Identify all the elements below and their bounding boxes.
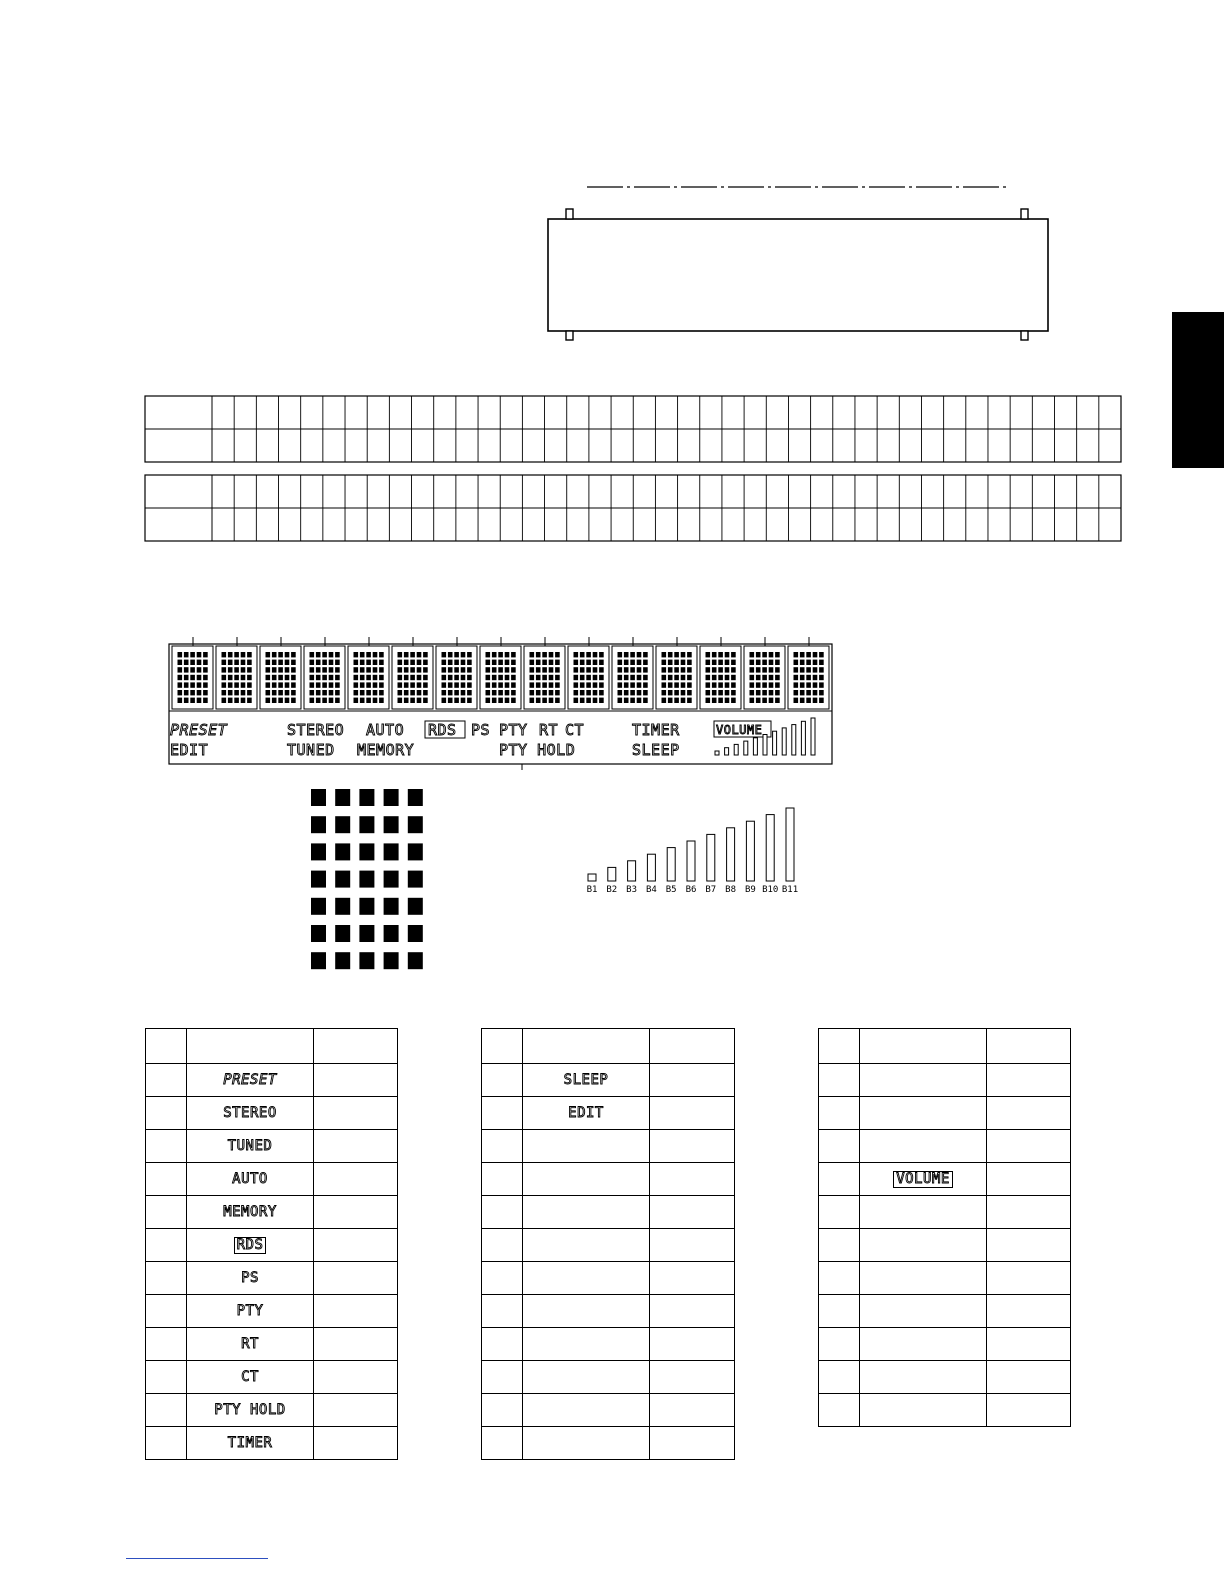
table-cell-index (482, 1130, 523, 1163)
table-row (482, 1394, 735, 1427)
table-row (146, 1361, 398, 1394)
table-cell-value (314, 1130, 398, 1163)
table-row (482, 1295, 735, 1328)
matrix-dot (311, 925, 326, 942)
indicator-timer: TIMER (632, 721, 680, 739)
table-cell-value (650, 1196, 735, 1229)
table-cell-segment (523, 1064, 650, 1097)
table-cell-segment (523, 1295, 650, 1328)
table-cell-value (987, 1064, 1071, 1097)
matrix-dot (384, 843, 399, 860)
table-cell-segment (523, 1196, 650, 1229)
table-cell-index (146, 1295, 187, 1328)
table-cell-segment (523, 1394, 650, 1427)
volume-bar (766, 815, 774, 881)
volume-bar (786, 808, 794, 881)
table-cell-segment (860, 1029, 987, 1064)
matrix-dot (311, 898, 326, 915)
matrix-dot (384, 898, 399, 915)
table-row (146, 1130, 398, 1163)
table-cell-value (987, 1262, 1071, 1295)
table-cell-index (819, 1328, 860, 1361)
table-cell-index (482, 1262, 523, 1295)
table-cell-value (314, 1029, 398, 1064)
matrix-dot (384, 952, 399, 969)
table-cell-index (819, 1029, 860, 1064)
matrix-dot (359, 789, 374, 806)
table-cell-segment (187, 1064, 314, 1097)
table-row (146, 1295, 398, 1328)
table-cell-index (146, 1163, 187, 1196)
volume-bar-label: B8 (725, 885, 737, 895)
table-cell-index (146, 1262, 187, 1295)
table-cell-segment (860, 1130, 987, 1163)
table-row (819, 1097, 1071, 1130)
table-cell-index (482, 1029, 523, 1064)
table-cell-value (987, 1229, 1071, 1262)
table-row (482, 1130, 735, 1163)
table-row (146, 1097, 398, 1130)
table-cell-index (146, 1361, 187, 1394)
table-cell-value (650, 1130, 735, 1163)
volume-scale-bars (587, 808, 799, 895)
table-cell-value (314, 1229, 398, 1262)
table-cell-value (987, 1196, 1071, 1229)
matrix-dot (335, 952, 350, 969)
volume-bar (667, 848, 675, 881)
footer-link-underline (126, 1558, 268, 1559)
volume-bar (608, 867, 616, 881)
table-row (819, 1262, 1071, 1295)
table-cell-segment (523, 1097, 650, 1130)
matrix-dot (335, 871, 350, 888)
table-row (146, 1394, 398, 1427)
segment-label: CT (241, 1369, 259, 1385)
table-cell-value (987, 1361, 1071, 1394)
table-row (819, 1064, 1071, 1097)
volume-bar (628, 861, 636, 881)
segment-label: RDS (234, 1237, 267, 1254)
table-cell-segment (523, 1262, 650, 1295)
table-cell-value (650, 1029, 735, 1064)
matrix-dot (408, 898, 423, 915)
table-row (482, 1163, 735, 1196)
table-cell-index (146, 1328, 187, 1361)
segment-label: TIMER (227, 1435, 273, 1451)
table-cell-segment (860, 1163, 987, 1196)
table-cell-value (314, 1262, 398, 1295)
table-cell-index (482, 1064, 523, 1097)
table-row (819, 1328, 1071, 1361)
table-cell-segment (187, 1196, 314, 1229)
table-cell-value (314, 1361, 398, 1394)
segment-label: TUNED (227, 1138, 273, 1154)
table-cell-value (314, 1295, 398, 1328)
segment-label: EDIT (568, 1105, 604, 1121)
table-cell-index (482, 1394, 523, 1427)
indicator-ps: PS (471, 721, 491, 739)
matrix-dot (384, 816, 399, 833)
table-cell-value (987, 1163, 1071, 1196)
table-cell-segment (187, 1229, 314, 1262)
table-row (146, 1163, 398, 1196)
volume-bar (687, 841, 695, 881)
table-cell-value (650, 1229, 735, 1262)
indicator-auto: AUTO (366, 721, 405, 739)
table-cell-segment (860, 1229, 987, 1262)
matrix-dot (359, 925, 374, 942)
table-cell-index (146, 1130, 187, 1163)
indicator-ct: CT (565, 721, 585, 739)
matrix-dot (359, 871, 374, 888)
table-row (819, 1029, 1071, 1064)
table-cell-index (819, 1064, 860, 1097)
volume-bar-label: B6 (685, 885, 697, 895)
table-cell-segment (187, 1427, 314, 1460)
table-row (146, 1029, 398, 1064)
table-cell-value (987, 1328, 1071, 1361)
volume-bar-label: B3 (626, 885, 638, 895)
segment-label: PRESET (223, 1072, 277, 1088)
segment-label: VOLUME (893, 1171, 953, 1188)
table-cell-index (819, 1295, 860, 1328)
table-cell-index (482, 1163, 523, 1196)
table-cell-value (987, 1097, 1071, 1130)
table-cell-segment (187, 1262, 314, 1295)
table-cell-segment (187, 1163, 314, 1196)
matrix-dot (335, 816, 350, 833)
table-cell-index (146, 1097, 187, 1130)
table-cell-value (650, 1163, 735, 1196)
segment-label: STEREO (223, 1105, 277, 1121)
volume-bar (727, 828, 735, 881)
table-cell-index (819, 1262, 860, 1295)
table-row (819, 1361, 1071, 1394)
table-cell-value (650, 1295, 735, 1328)
table-cell-segment (860, 1295, 987, 1328)
table-row (819, 1229, 1071, 1262)
table-cell-segment (860, 1097, 987, 1130)
table-cell-segment (860, 1196, 987, 1229)
volume-bar-label: B10 (762, 885, 779, 895)
indicator-stereo: STEREO (287, 721, 345, 739)
table-cell-index (482, 1361, 523, 1394)
table-row (482, 1097, 735, 1130)
table-cell-index (482, 1097, 523, 1130)
volume-bar (588, 874, 596, 881)
matrix-dot (335, 843, 350, 860)
volume-bar-label: B7 (705, 885, 717, 895)
matrix-dot (335, 925, 350, 942)
matrix-dot (311, 816, 326, 833)
table-cell-segment (187, 1295, 314, 1328)
table-cell-segment (523, 1229, 650, 1262)
volume-bar-label: B9 (744, 885, 756, 895)
table-cell-index (146, 1394, 187, 1427)
table-cell-value (650, 1361, 735, 1394)
table-row (146, 1064, 398, 1097)
matrix-dot (408, 925, 423, 942)
table-row (482, 1196, 735, 1229)
segment-label: PTY HOLD (214, 1402, 286, 1418)
matrix-dot (311, 789, 326, 806)
volume-bar-label: B11 (781, 885, 799, 895)
matrix-dot (384, 871, 399, 888)
table-cell-value (650, 1097, 735, 1130)
table-cell-value (987, 1029, 1071, 1064)
table-cell-index (482, 1427, 523, 1460)
segment-table-left (145, 1028, 398, 1460)
matrix-dot (311, 952, 326, 969)
table-cell-index (819, 1130, 860, 1163)
table-cell-index (819, 1196, 860, 1229)
table-row (482, 1064, 735, 1097)
table-row (482, 1229, 735, 1262)
matrix-dot (335, 898, 350, 915)
indicator-pty: PTY (499, 721, 528, 739)
table-cell-value (314, 1328, 398, 1361)
table-row (819, 1196, 1071, 1229)
table-cell-segment (523, 1361, 650, 1394)
table-cell-index (146, 1196, 187, 1229)
matrix-dot (384, 925, 399, 942)
volume-bar-label: B2 (606, 885, 618, 895)
dot-matrix-5x7 (311, 789, 423, 969)
table-cell-value (650, 1427, 735, 1460)
indicator-rt: RT (539, 721, 559, 739)
table-cell-index (146, 1229, 187, 1262)
indicator-sleep: SLEEP (632, 741, 680, 759)
table-cell-index (819, 1229, 860, 1262)
table-cell-index (482, 1229, 523, 1262)
matrix-dot (359, 898, 374, 915)
volume-bar (647, 854, 655, 881)
table-cell-index (146, 1064, 187, 1097)
segment-table-middle (481, 1028, 735, 1460)
table-cell-index (819, 1097, 860, 1130)
table-cell-value (987, 1295, 1071, 1328)
table-cell-value (650, 1064, 735, 1097)
table-cell-segment (523, 1328, 650, 1361)
table-cell-value (650, 1262, 735, 1295)
table-row (146, 1328, 398, 1361)
table-cell-value (314, 1196, 398, 1229)
matrix-dot (408, 871, 423, 888)
table-row (146, 1229, 398, 1262)
table-cell-value (314, 1097, 398, 1130)
segment-label: AUTO (232, 1171, 268, 1187)
table-cell-value (314, 1163, 398, 1196)
indicator-rds: RDS (428, 721, 457, 739)
table-cell-segment (860, 1361, 987, 1394)
volume-bar (707, 834, 715, 881)
table-cell-segment (523, 1130, 650, 1163)
table-row (819, 1130, 1071, 1163)
table-cell-segment (860, 1262, 987, 1295)
segment-label: SLEEP (563, 1072, 609, 1088)
indicator-edit: EDIT (170, 741, 209, 759)
table-cell-segment (860, 1064, 987, 1097)
indicator-preset: PRESET (170, 721, 228, 739)
table-cell-value (650, 1328, 735, 1361)
table-cell-segment (523, 1029, 650, 1064)
table-cell-segment (187, 1029, 314, 1064)
table-cell-segment (187, 1361, 314, 1394)
volume-bar (746, 821, 754, 881)
table-row (819, 1394, 1071, 1427)
table-row (146, 1427, 398, 1460)
table-cell-value (650, 1394, 735, 1427)
volume-bar-label: B1 (586, 885, 598, 895)
table-row (819, 1295, 1071, 1328)
table-cell-index (146, 1427, 187, 1460)
indicator-tuned: TUNED (287, 741, 335, 759)
matrix-dot (335, 789, 350, 806)
matrix-dot (408, 843, 423, 860)
table-cell-value (314, 1427, 398, 1460)
table-row (482, 1361, 735, 1394)
matrix-dot (311, 843, 326, 860)
table-row (146, 1196, 398, 1229)
table-cell-index (482, 1295, 523, 1328)
matrix-dot (408, 789, 423, 806)
table-cell-segment (523, 1427, 650, 1460)
matrix-dot (408, 952, 423, 969)
table-cell-value (987, 1130, 1071, 1163)
table-cell-segment (187, 1097, 314, 1130)
table-row (482, 1427, 735, 1460)
table-row (482, 1328, 735, 1361)
table-cell-index (482, 1196, 523, 1229)
segment-label: PS (241, 1270, 259, 1286)
table-row (819, 1163, 1071, 1196)
indicator-volume: VOLUME (716, 723, 763, 737)
table-cell-value (314, 1064, 398, 1097)
table-row (482, 1262, 735, 1295)
segment-label: MEMORY (223, 1204, 277, 1220)
volume-bar-label: B4 (645, 885, 657, 895)
table-cell-index (819, 1361, 860, 1394)
segment-label: PTY (236, 1303, 264, 1319)
matrix-dot (359, 816, 374, 833)
matrix-dot (359, 843, 374, 860)
volume-bar-label: B5 (665, 885, 677, 895)
indicator-pty-hold: PTY HOLD (499, 741, 576, 759)
matrix-dot (359, 952, 374, 969)
indicator-memory: MEMORY (357, 741, 415, 759)
table-row (146, 1262, 398, 1295)
table-cell-segment (860, 1328, 987, 1361)
table-cell-segment (860, 1394, 987, 1427)
table-cell-value (987, 1394, 1071, 1427)
matrix-dot (384, 789, 399, 806)
table-cell-index (819, 1163, 860, 1196)
segment-table-right (818, 1028, 1071, 1427)
table-cell-value (314, 1394, 398, 1427)
table-cell-segment (187, 1394, 314, 1427)
table-cell-segment (187, 1130, 314, 1163)
segment-label: RT (241, 1336, 259, 1352)
matrix-dot (408, 816, 423, 833)
table-row (482, 1029, 735, 1064)
table-cell-index (482, 1328, 523, 1361)
matrix-dot (311, 871, 326, 888)
table-cell-index (146, 1029, 187, 1064)
table-cell-segment (187, 1328, 314, 1361)
table-cell-segment (523, 1163, 650, 1196)
table-cell-index (819, 1394, 860, 1427)
